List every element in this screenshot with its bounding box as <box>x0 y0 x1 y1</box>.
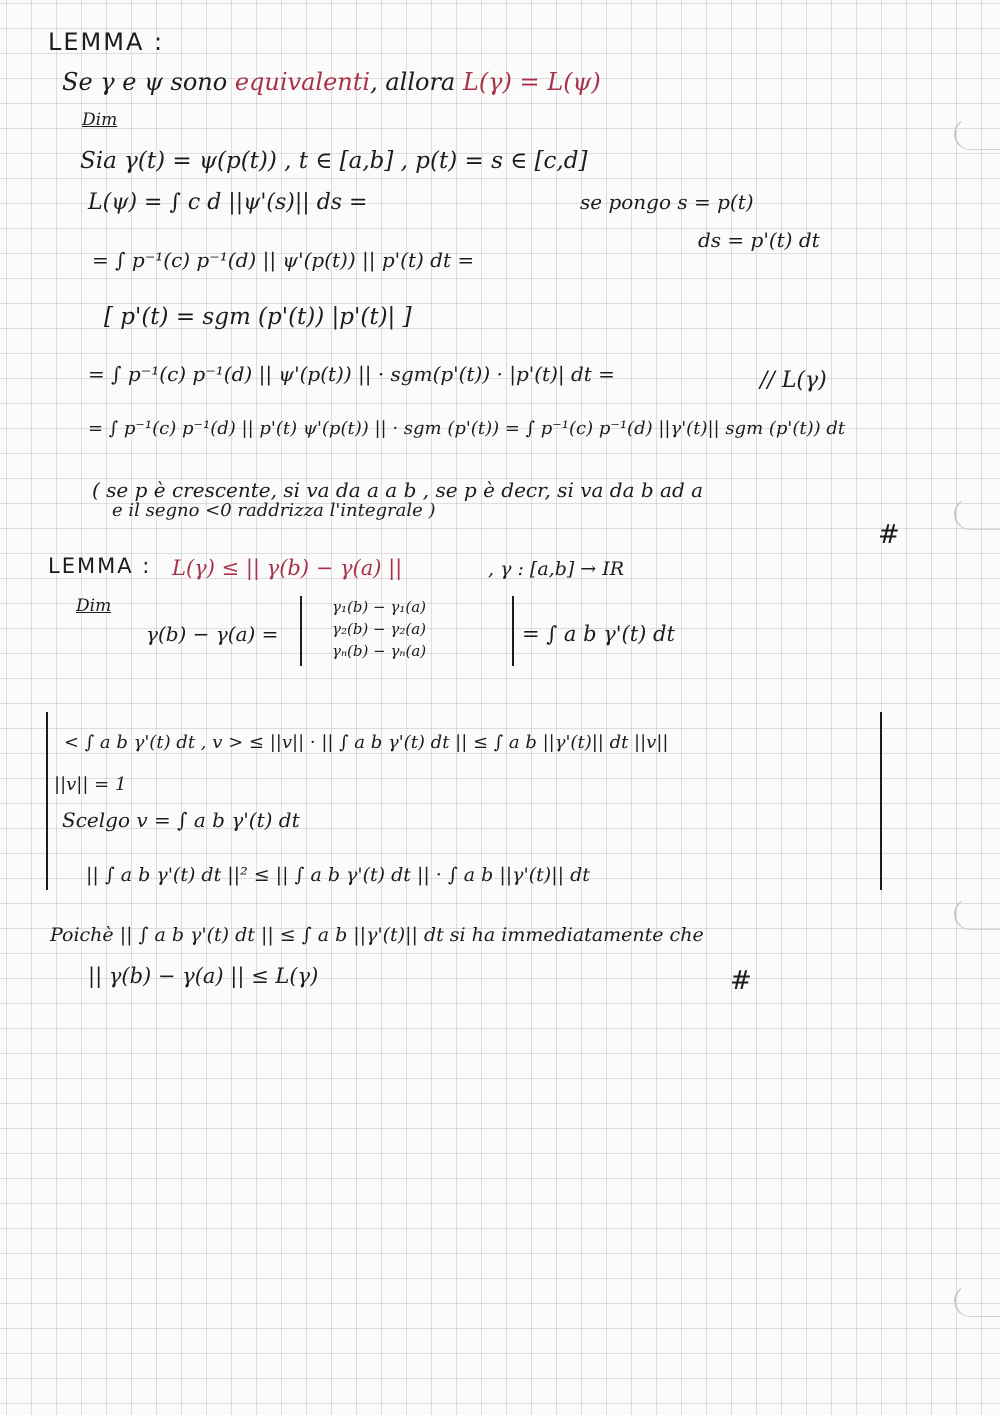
lemma2-block-line-1: < ∫ a b γ'(t) dt , v > ≤ ||v|| · || ∫ a b γ'(t) dt || ≤ ∫ a b ||γ'(t)|| dt ||v|| <box>64 732 669 753</box>
lemma2-vector-row-1: γ₁(b) − γ₁(a) <box>332 598 427 616</box>
lemma1-end-mark: # <box>878 520 900 550</box>
lemma2-end-mark: # <box>730 966 752 996</box>
lemma1-line-3: = ∫ p⁻¹(c) p⁻¹(d) || ψ'(p(t)) || p'(t) dt = <box>92 248 475 272</box>
lemma1-line-6: = ∫ p⁻¹(c) p⁻¹(d) || p'(t) ψ'(p(t)) || · sgm (p'(t)) = ∫ p⁻¹(c) p⁻¹(d) ||γ'(t)|| sgm (p'(t)) dt <box>88 418 846 439</box>
lemma2-domain: , γ : [a,b] → IR <box>488 558 625 580</box>
lemma1-statement <box>62 70 601 94</box>
binder-hole <box>954 498 1000 530</box>
lemma2-block-line-4: || ∫ a b γ'(t) dt ||² ≤ || ∫ a b γ'(t) dt || · ∫ a b ||γ'(t)|| dt <box>86 864 590 886</box>
lemma1-differential-note: ds = p'(t) dt <box>698 228 820 252</box>
lemma1-line-5: = ∫ p⁻¹(c) p⁻¹(d) || ψ'(p(t)) || · sgm(p'(t)) · |p'(t)| dt = <box>88 362 615 386</box>
binder-hole <box>954 898 1000 930</box>
lemma2-conclusion-2: || γ(b) − γ(a) || ≤ L(γ) <box>88 964 319 988</box>
lemma1-substitution-note: se pongo s = p(t) <box>580 190 754 214</box>
lemma2-block-line-2: ||v|| = 1 <box>54 774 127 795</box>
lemma1-statement-accent: equivalenti <box>234 68 371 96</box>
lemma2-vector-row-2: γ₂(b) − γ₂(a) <box>332 620 427 638</box>
lemma2-difference-lhs: γ(b) − γ(a) = <box>146 622 279 646</box>
lemma2-title: LEMMA : <box>48 554 152 578</box>
lemma1-statement-mid: , allora <box>370 68 456 96</box>
lemma1-statement-prefix: Se γ e ψ sono <box>62 68 228 96</box>
lemma1-title: LEMMA : <box>48 28 165 56</box>
lemma1-dim-label: Dim <box>82 110 118 130</box>
lemma2-dim-label: Dim <box>76 596 112 616</box>
lemma2-bracket-block <box>46 712 882 890</box>
lemma2-conclusion-1: Poichè || ∫ a b γ'(t) dt || ≤ ∫ a b ||γ'(t)|| dt si ha immediatamente che <box>50 924 704 946</box>
lemma2-vector <box>300 596 514 666</box>
lemma1-sign-identity: [ p'(t) = sgm (p'(t)) |p'(t)| ] <box>104 304 412 330</box>
lemma1-line-2: L(ψ) = ∫ c d ||ψ'(s)|| ds = <box>88 190 368 215</box>
lemma2-block-line-3: Scelgo v = ∫ a b γ'(t) dt <box>62 808 300 832</box>
lemma1-remark-2: e il segno <0 raddrizza l'integrale ) <box>112 500 436 521</box>
binder-hole <box>954 1285 1000 1317</box>
lemma1-length-note: // L(γ) <box>760 368 827 393</box>
lemma2-statement: L(γ) ≤ || γ(b) − γ(a) || <box>172 556 403 580</box>
lemma1-line-1: Sia γ(t) = ψ(p(t)) , t ∈ [a,b] , p(t) = s ∈ [c,d] <box>80 148 588 174</box>
lemma2-difference-rhs: = ∫ a b γ'(t) dt <box>522 622 675 646</box>
binder-hole <box>954 118 1000 150</box>
lemma2-vector-row-3: γₙ(b) − γₙ(a) <box>332 642 427 660</box>
lemma1-statement-equation: L(γ) = L(ψ) <box>462 68 601 96</box>
lemma1-remark-1: ( se p è crescente, si va da a a b , se p è decr, si va da b ad a <box>92 478 704 502</box>
